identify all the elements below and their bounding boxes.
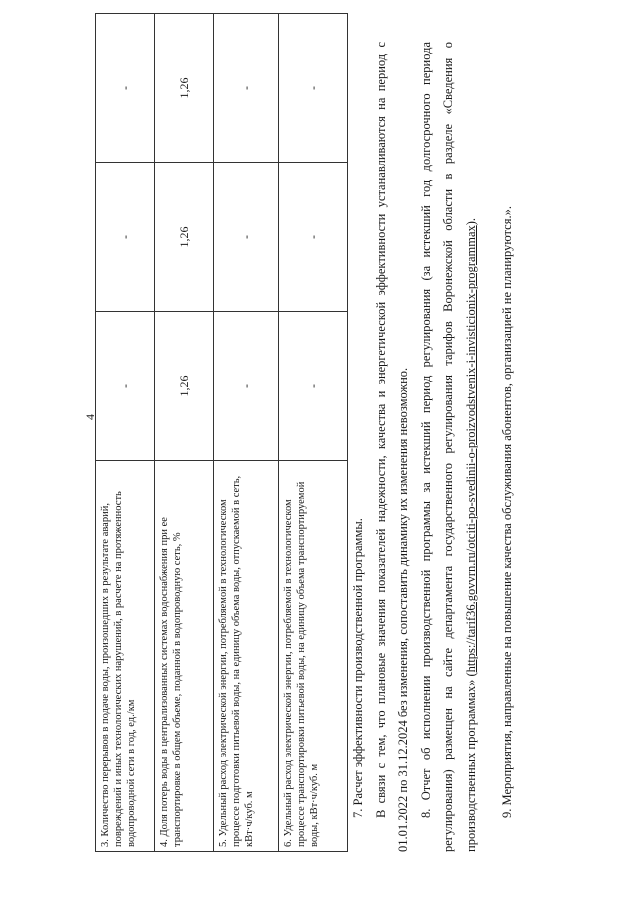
section-9-text: 9. Мероприятия, направленные на повышение качества обслуживания абонентов, организацией не планируются.». <box>500 206 514 818</box>
indicator-value: 1,26 <box>155 163 214 312</box>
section-7-title: 7. Расчет эффективности производственной программы. <box>351 518 365 818</box>
indicator-value: - <box>96 14 155 163</box>
indicator-value: - <box>96 163 155 312</box>
indicator-value: 1,26 <box>155 14 214 163</box>
section-8-tail: ). <box>463 217 478 226</box>
table-row <box>96 14 155 852</box>
indicator-value: - <box>279 14 348 163</box>
indicator-name: 5. Удельный расход электрической энергии, потребляемой в технологическом процессе подготовки питьевой воды, на единицу объема воды, отпускаемой в сеть, кВт·ч/куб. м <box>214 461 279 852</box>
table-row <box>214 14 279 852</box>
indicator-value: - <box>214 14 279 163</box>
indicators-table <box>95 13 348 852</box>
report-link[interactable]: https://tarif36.govvrn.ru/otciti-po-svedinii-o-proizvodstvenix-i-invisticionix-programmax <box>463 225 478 673</box>
indicator-name: 4. Доля потерь воды в централизованных системах водоснабжения при ее транспортировке в общем объеме, поданной в водопроводную сеть, % <box>155 461 214 852</box>
indicator-name: 6. Удельный расход электрической энергии, потребляемой в технологическом процессе транспортировки питьевой воды, на единицу объема транспортируемой воды, кВт·ч/куб. м <box>279 461 348 852</box>
section-7-text: В связи с тем, что плановые значения показателей надежности, качества и энергетической эффективности устанавливаются на период с 01.01.2022 по 31.12.2024 без изменения, сопоставить динамику их изменения невозможно. <box>373 42 410 852</box>
indicator-value: - <box>279 163 348 312</box>
indicator-name: 3. Количество перерывов в подаче воды, произошедших в результате аварий, повреждений и иных технологических нарушений, в расчете на протяженность водопроводной сети в год, ед./км <box>96 461 155 852</box>
indicator-value: - <box>96 312 155 461</box>
indicator-value: - <box>279 312 348 461</box>
table-row <box>155 14 214 852</box>
section-8-body: 8. Отчет об исполнении производственной программы за истекший период регулирования (за истекший год долгосрочного периода регулирования) размещен на сайте департамента государственного регулирования тарифов Воронежской области в разделе «Сведения о производственных программах» ( <box>418 42 478 852</box>
indicator-value: - <box>214 312 279 461</box>
page-number: 4 <box>83 414 97 420</box>
document-body <box>347 42 519 852</box>
rotated-page-content <box>55 20 615 880</box>
section-8-text <box>415 42 483 852</box>
indicator-value: 1,26 <box>155 312 214 461</box>
indicator-value: - <box>214 163 279 312</box>
table-row <box>279 14 348 852</box>
